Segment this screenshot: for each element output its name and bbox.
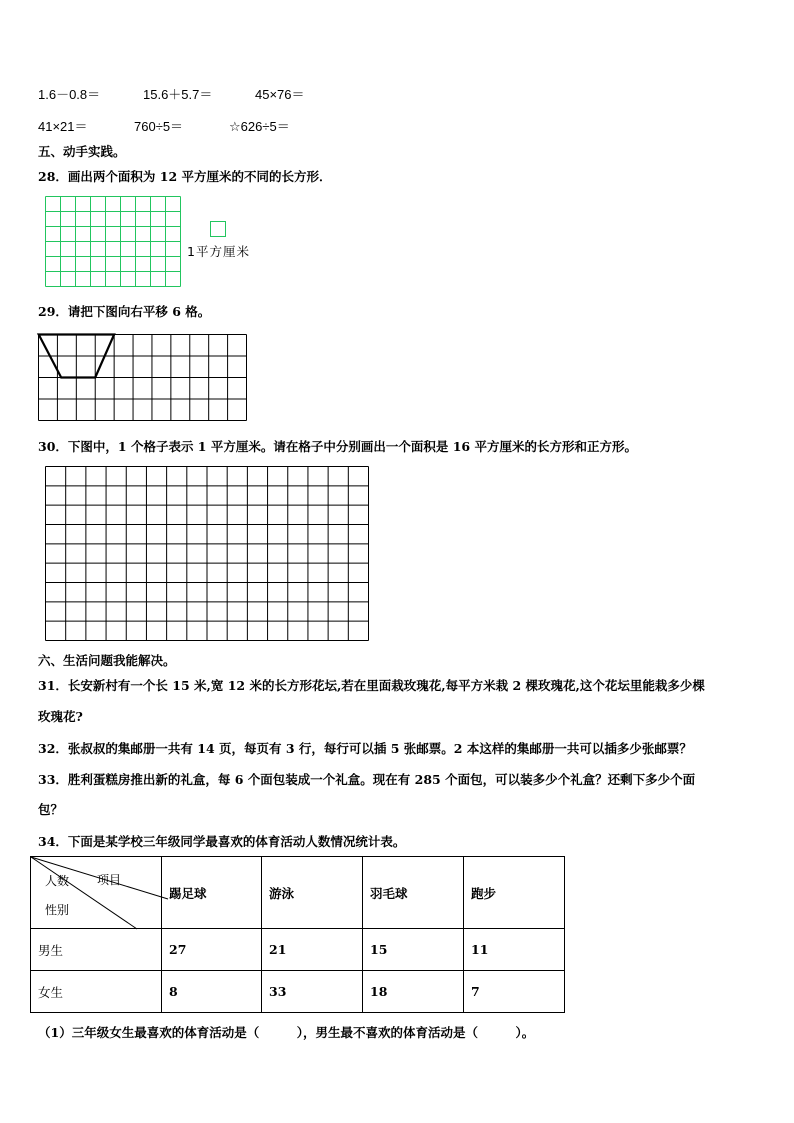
column-header: 跑步 xyxy=(464,857,565,929)
question-30: 30．下图中，1 个格子表示 1 平方厘米。请在格子中分别画出一个面积是 16 平方厘米的长方形和正方形。 xyxy=(38,439,637,454)
table-cell: 11 xyxy=(464,929,565,971)
calc-4: 41×21＝ xyxy=(38,119,88,134)
table-cell: 7 xyxy=(464,971,565,1013)
corner-label-item: 项目 xyxy=(97,873,122,887)
grid-q29 xyxy=(38,334,248,422)
sports-stats-table xyxy=(30,856,565,1013)
unit-square-icon xyxy=(210,221,226,237)
question-28: 28．画出两个面积为 12 平方厘米的不同的长方形． xyxy=(38,169,332,184)
question-34-sub1: （1）三年级女生最喜欢的体育活动是（ ），男生最不喜欢的体育活动是（ ）。 xyxy=(38,1025,535,1040)
table-row xyxy=(31,929,565,971)
table-cell: 8 xyxy=(162,971,262,1013)
corner-diagonal-lines xyxy=(31,857,169,929)
question-29: 29．请把下图向右平移 6 格。 xyxy=(38,304,211,319)
question-33-line1: 33．胜利蛋糕房推出新的礼盒，每 6 个面包装成一个礼盒。现在有 285 个面包，可以装多少个礼盒？还剩下多少个面 xyxy=(38,772,696,787)
section-5-title: 五、动手实践。 xyxy=(38,144,126,159)
calc-6: ☆626÷5＝ xyxy=(229,119,290,134)
corner-label-gender: 性别 xyxy=(45,903,70,917)
table-corner-cell xyxy=(31,857,162,929)
table-cell: 21 xyxy=(262,929,363,971)
row-label: 女生 xyxy=(31,971,162,1013)
table-cell: 18 xyxy=(363,971,464,1013)
question-31-line1: 31．长安新村有一个长 15 米,宽 12 米的长方形花坛,若在里面栽玫瑰花,每平方米栽 2 棵玫瑰花,这个花坛里能栽多少棵 xyxy=(38,678,705,693)
calc-5: 760÷5＝ xyxy=(134,119,184,134)
calc-2: 15.6＋5.7＝ xyxy=(143,87,213,102)
green-grid-q28 xyxy=(45,196,182,288)
grid-q30 xyxy=(45,466,370,642)
table-header-row xyxy=(31,857,565,929)
unit-square-label: 1平方厘米 xyxy=(187,244,250,259)
column-header: 踢足球 xyxy=(162,857,262,929)
table-row xyxy=(31,971,565,1013)
calc-1: 1.6－0.8＝ xyxy=(38,87,101,102)
corner-label-count: 人数 xyxy=(45,874,70,888)
question-34: 34．下面是某学校三年级同学最喜欢的体育活动人数情况统计表。 xyxy=(38,834,406,849)
row-label: 男生 xyxy=(31,929,162,971)
table-cell: 15 xyxy=(363,929,464,971)
question-31-line2: 玫瑰花? xyxy=(38,709,83,724)
question-33-line2: 包？ xyxy=(38,802,64,817)
column-header: 游泳 xyxy=(262,857,363,929)
table-cell: 27 xyxy=(162,929,262,971)
question-32: 32．张叔叔的集邮册一共有 14 页，每页有 3 行，每行可以插 5 张邮票。2 本这样的集邮册一共可以插多少张邮票？ xyxy=(38,741,692,756)
table-cell: 33 xyxy=(262,971,363,1013)
calc-3: 45×76＝ xyxy=(255,87,305,102)
column-header: 羽毛球 xyxy=(363,857,464,929)
section-6-title: 六、生活问题我能解决。 xyxy=(38,653,176,668)
